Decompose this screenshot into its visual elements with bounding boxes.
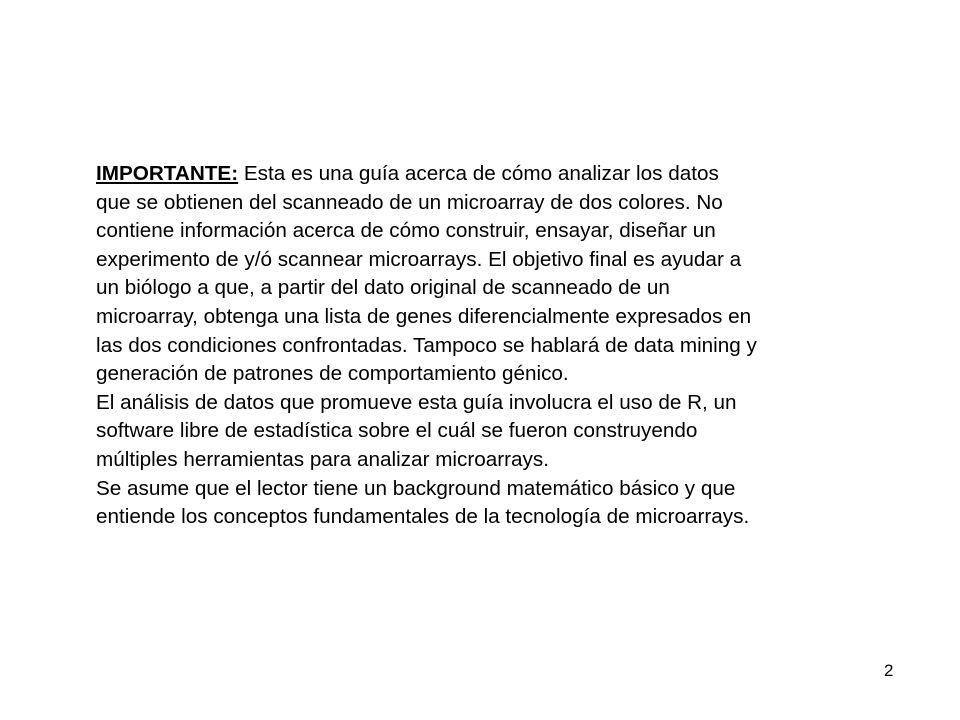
paragraph-important [96,160,886,389]
body-text [96,160,886,532]
text-line: Se asume que el lector tiene un background matemático básico y que [96,476,736,500]
text-line: software libre de estadística sobre el cuál se fueron construyendo [96,419,698,443]
paragraph-reader-background [96,475,886,532]
text-line: un biólogo a que, a partir del dato original de scanneado de un [96,276,670,300]
text-line-content: Esta es una guía acerca de cómo analizar los datos [238,162,719,185]
text-line: El análisis de datos que promueve esta guía involucra el uso de R, un [96,390,737,414]
text-line: múltiples herramientas para analizar microarrays. [96,447,549,471]
text-line [96,160,886,189]
text-line: experimento de y/ó scannear microarrays. El objetivo final es ayudar a [96,247,742,271]
text-line: que se obtienen del scanneado de un microarray de dos colores. No [96,190,723,214]
text-line: entiende los conceptos fundamentales de la tecnología de microarrays. [96,505,750,529]
page-number: 2 [884,661,894,680]
text-line: contiene información acerca de cómo construir, ensayar, diseñar un [96,219,716,243]
text-line: microarray, obtenga una lista de genes diferencialmente expresados en [96,304,752,328]
important-label: IMPORTANTE: [96,162,239,185]
text-line: las dos condiciones confrontadas. Tampoco se hablará de data mining y [96,333,757,357]
text-line: generación de patrones de comportamiento génico. [96,362,569,386]
paragraph-r-software [96,389,886,475]
